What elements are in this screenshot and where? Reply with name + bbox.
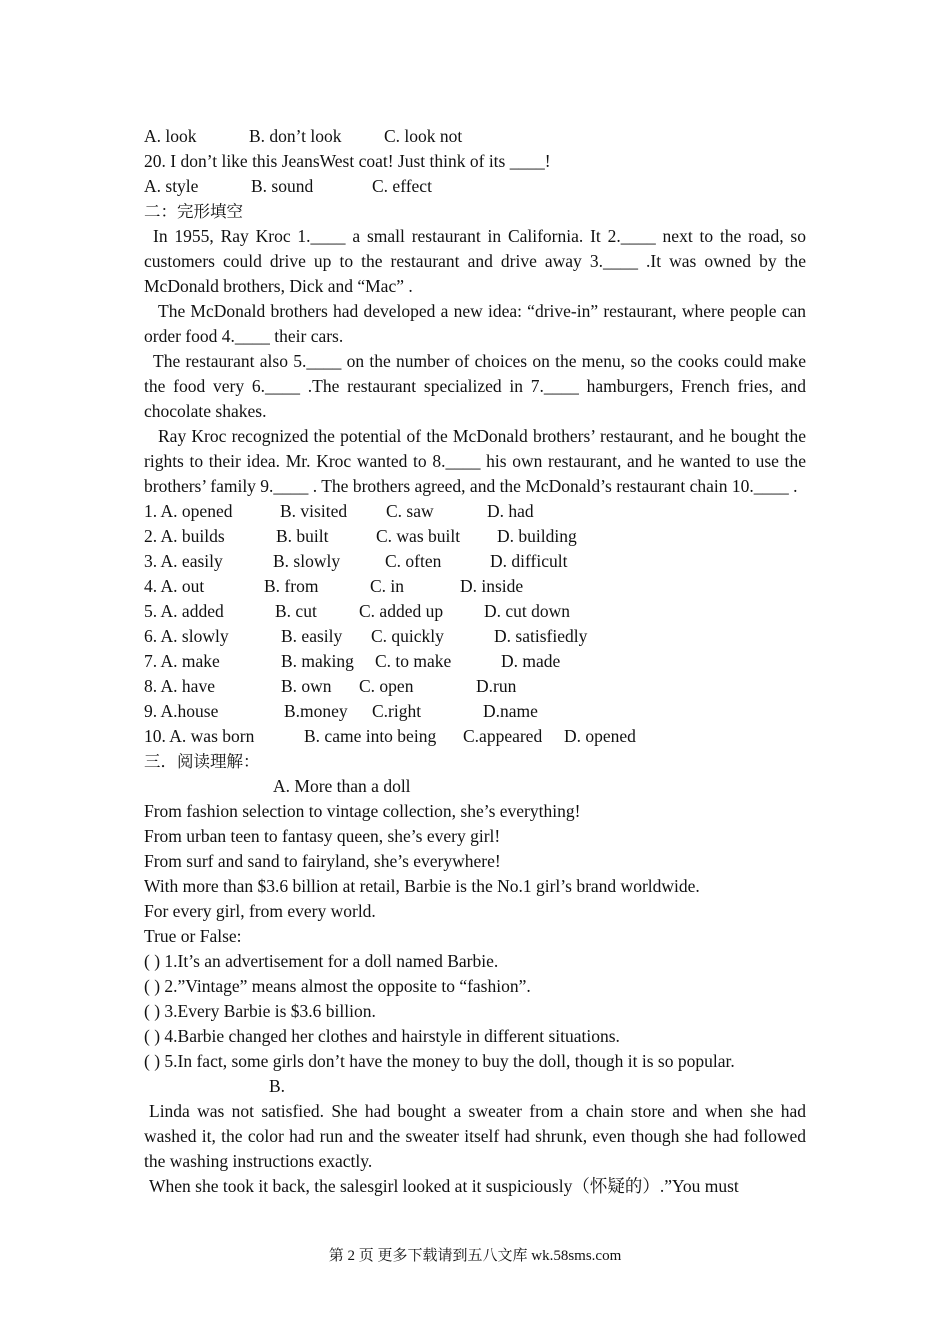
true-false-item: ( ) 4.Barbie changed her clothes and hairstyle in different situations. (144, 1026, 620, 1046)
cloze-choice-row (144, 699, 806, 724)
true-false-item: ( ) 1.It’s an advertisement for a doll named Barbie. (144, 951, 499, 971)
choice: B. easily (281, 626, 343, 646)
choice: B. from (264, 576, 319, 596)
choice: D. opened (564, 726, 636, 746)
choice: 9. A.house (144, 701, 219, 721)
true-false-item: ( ) 3.Every Barbie is $3.6 billion. (144, 1001, 376, 1021)
choice: D. cut down (484, 601, 571, 621)
passage-a-line: From fashion selection to vintage collection, she’s everything! (144, 801, 581, 821)
cloze-paragraph: Ray Kroc recognized the potential of the McDonald brothers’ restaurant, and he bought the rights to their idea. Mr. Kroc wanted to 8.____ his own restaurant, and he wanted to use the brothers’ family 9.____ . The brothers agreed, and the McDonald’s restaurant chain 10.____ . (144, 426, 806, 496)
choice: D. made (501, 651, 561, 671)
q19-options (144, 124, 806, 149)
option: C. look not (384, 126, 463, 146)
cloze-paragraph: The McDonald brothers had developed a new idea: “drive-in” restaurant, where people can order food 4.____ their cars. (144, 301, 806, 346)
choice: C. often (385, 551, 442, 571)
q20-options (144, 174, 806, 199)
choice: C. was built (376, 526, 461, 546)
cloze-choice-row (144, 649, 806, 674)
choice: D. building (497, 526, 577, 546)
worksheet-page (144, 124, 806, 1199)
cloze-paragraph: The restaurant also 5.____ on the number of choices on the menu, so the cooks could make the food very 6.____ .The restaurant specialized in 7.____ hamburgers, French fries, and chocolate shakes. (144, 351, 806, 421)
choice: C.right (372, 701, 422, 721)
choice: D. satisfiedly (494, 626, 588, 646)
choice: B. making (281, 651, 354, 671)
true-false-heading: True or False: (144, 926, 242, 946)
option: A. look (144, 126, 197, 146)
q20-stem: 20. I don’t like this JeansWest coat! Just think of its ____! (144, 151, 551, 171)
choice: 8. A. have (144, 676, 215, 696)
choice: B. cut (275, 601, 317, 621)
choice: B. visited (280, 501, 348, 521)
page-footer: 第 2 页 更多下载请到五八文库 wk.58sms.com (328, 1248, 622, 1264)
choice: 6. A. slowly (144, 626, 229, 646)
choice: B. own (281, 676, 332, 696)
passage-b-paragraph: When she took it back, the salesgirl looked at it suspiciously（怀疑的）.”You must (149, 1176, 739, 1196)
option: B. don’t look (249, 126, 342, 146)
choice: B. slowly (273, 551, 341, 571)
choice: 4. A. out (144, 576, 205, 596)
choice: C. open (359, 676, 414, 696)
choice: 2. A. builds (144, 526, 225, 546)
choice: D.name (483, 701, 538, 721)
choice: C. in (370, 576, 405, 596)
option: C. effect (372, 176, 432, 196)
passage-a-line: With more than $3.6 billion at retail, Barbie is the No.1 girl’s brand worldwide. (144, 876, 700, 896)
choice: D. difficult (490, 551, 568, 571)
true-false-item: ( ) 2.”Vintage” means almost the opposite to “fashion”. (144, 976, 531, 996)
choice: D. inside (460, 576, 524, 596)
cloze-choice-row (144, 499, 806, 524)
section-heading-reading: 三．阅读理解： (144, 752, 260, 771)
cloze-choice-row (144, 674, 806, 699)
choice: D. had (487, 501, 534, 521)
choice: D.run (476, 676, 517, 696)
cloze-choice-row (144, 624, 806, 649)
cloze-choice-row (144, 599, 806, 624)
choice: C. saw (386, 501, 434, 521)
option: B. sound (251, 176, 314, 196)
passage-a-line: From urban teen to fantasy queen, she’s every girl! (144, 826, 501, 846)
choice: B. built (276, 526, 329, 546)
passage-b-paragraph: Linda was not satisfied. She had bought a sweater from a chain store and when she had washed it, the color had run and the sweater itself had shrunk, even though she had followed the washing instructions exactly. (144, 1101, 806, 1171)
passage-b-title: B. (269, 1076, 286, 1096)
section-heading-cloze: 二：完形填空 (144, 202, 243, 221)
choice: 5. A. added (144, 601, 224, 621)
choice: C. to make (375, 651, 452, 671)
choice: B.money (284, 701, 348, 721)
choice: C.appeared (463, 726, 543, 746)
passage-a-line: From surf and sand to fairyland, she’s everywhere! (144, 851, 501, 871)
cloze-choice-row (144, 574, 806, 599)
true-false-item: ( ) 5.In fact, some girls don’t have the money to buy the doll, though it is so popular. (144, 1051, 735, 1071)
choice: 10. A. was born (144, 726, 255, 746)
choice: 1. A. opened (144, 501, 233, 521)
choice: 3. A. easily (144, 551, 223, 571)
choice: 7. A. make (144, 651, 220, 671)
cloze-choice-row (144, 724, 806, 749)
option: A. style (144, 176, 199, 196)
choice: B. came into being (304, 726, 437, 746)
cloze-choice-row (144, 524, 806, 549)
passage-a-line: For every girl, from every world. (144, 901, 376, 921)
choice: C. added up (359, 601, 444, 621)
choice: C. quickly (371, 626, 444, 646)
cloze-choice-row (144, 549, 806, 574)
cloze-paragraph: In 1955, Ray Kroc 1.____ a small restaurant in California. It 2.____ next to the road, so customers could drive up to the restaurant and drive away 3.____ .It was owned by the McDonald brothers, Dick and “Mac” . (144, 226, 806, 296)
passage-a-title: A. More than a doll (273, 776, 411, 796)
